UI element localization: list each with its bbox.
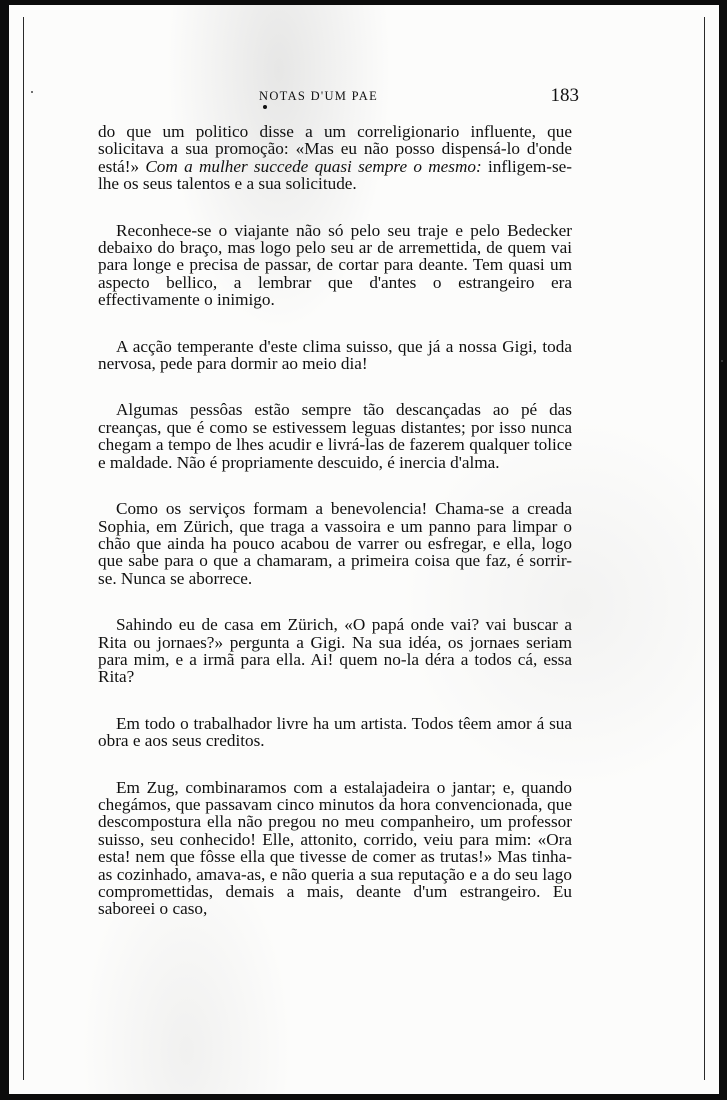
paragraph-1 — [98, 123, 572, 193]
paragraph-2: Reconhece-se o viajante não só pelo seu traje e pelo Bedecker debaixo do braço, mas logo pelo seu ar de arremettida, de quem vai para longe e precisa de passar, de cortar para deante. Tem quasi um aspecto bellico, a lembrar que d'antes o estrangeiro era effectivamente o inimigo. — [98, 220, 572, 310]
running-head: NOTAS D'UM PAE — [259, 89, 379, 103]
ink-speck — [721, 360, 723, 362]
paragraph-1-italic: Com a mulher succede quasi sempre o mesmo: — [145, 156, 482, 176]
paragraph-4: Algumas pessôas estão sempre tão descançadas ao pé das creanças, que é como se estivessem leguas distantes; por isso nunca chegam a tempo de lhes acudir e livrá-las de fazerem qualquer tolice e maldade. Não é propriamente descuido, é inercia d'alma. — [98, 400, 572, 472]
paragraph-7: Em todo o trabalhador livre ha um artista. Todos têem amor á sua obra e aos seus creditos. — [98, 713, 572, 751]
paragraph-1-end: infligem-se-lhe os seus talentos e a sua solicitude. — [98, 156, 573, 194]
ink-speck — [31, 91, 33, 93]
page-number: 183 — [550, 85, 579, 106]
header-dot — [263, 105, 267, 109]
left-binding-rule — [23, 17, 24, 1080]
paragraph-1-start: do que um politico disse a um correligionario influente, que solicitava a sua promoção: «Mas eu não posso dispensá-lo d'onde está!» — [98, 122, 572, 176]
right-edge-rule — [704, 17, 705, 1080]
paragraph-6: Sahindo eu de casa em Zürich, «O papá onde vai? vai buscar a Rita ou jornaes?» pergunta a Gigi. Na sua idéa, os jornaes seriam para mim, e a irmã para ella. Ai! quem no-la déra a todos cá, essa Rita? — [98, 615, 572, 687]
paragraph-5: Como os serviços formam a benevolencia! Chama-se a creada Sophia, em Zürich, que traga a vassoira e um panno para limpar o chão que ainda ha pouco acabou de varrer ou esfregar, e ella, logo que sabe para o que a chamaram, a primeira coisa que faz, é sorrir-se. Nunca se aborrece. — [98, 499, 572, 588]
page-header — [99, 85, 579, 109]
paragraph-8: Em Zug, combinaramos com a estalajadeira o jantar; e, quando chegámos, que passavam cinco minutos da hora convencionada, que descompostura ella não pregou no meu companheiro, um professor suisso, seu conhecido! Elle, attonito, corrido, veiu para mim: «Ora esta! nem que fôsse ella que tivesse de comer as trutas!» Mas tinha-as cozinhado, amava-as, e não queria a sua reputação e a do seu lago compromettidas, demais a mais, deante d'um estrangeiro. Eu saboreei o caso, — [98, 777, 572, 919]
body-text — [98, 123, 572, 947]
paragraph-3: A acção temperante d'este clima suisso, que já a nossa Gigi, toda nervosa, pede para dormir ao meio dia! — [98, 336, 572, 374]
